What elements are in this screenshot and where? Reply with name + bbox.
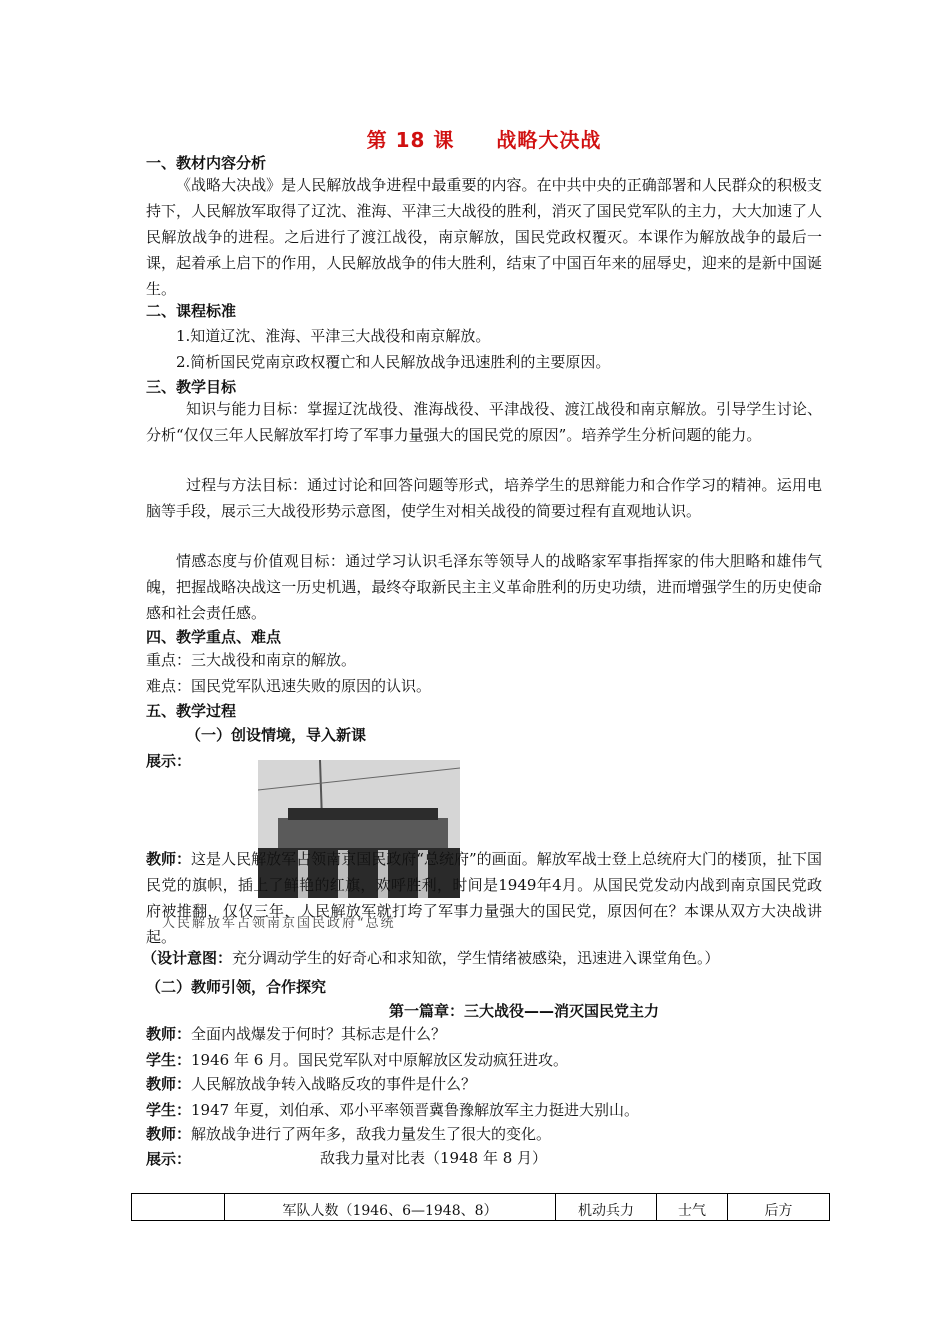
- difficult-point: 难点：国民党军队迅速失败的原因的认识。: [146, 677, 432, 695]
- table-header-cell: [132, 1194, 225, 1221]
- dialog-text: 人民解放战争转入战略反攻的事件是什么？: [191, 1075, 477, 1093]
- design-intent-text: 充分调动学生的好奇心和求知欲，学生情绪被感染，迅速进入课堂角色。）: [232, 949, 720, 967]
- section-heading-1: 一、教材内容分析: [146, 154, 267, 172]
- goal-knowledge: 知识与能力目标：掌握辽沈战役、淮海战役、平津战役、渡江战役和南京解放。引导学生讨论、分析“仅仅三年人民解放军打垮了军事力量强大的国民党的原因”。培养学生分析问题的能力。: [146, 400, 822, 444]
- photo-caption: 人民解放军占领南京国民政府“总统: [162, 916, 396, 931]
- section-heading-2: 二、课程标准: [146, 302, 237, 320]
- table-header-cell: 军队人数（1946、6—1948、8）: [225, 1194, 556, 1221]
- table-header-cell: 机动兵力: [556, 1194, 657, 1221]
- force-comparison-table: [131, 1193, 830, 1221]
- speaker-label: 学生：: [146, 1051, 192, 1069]
- dialog-line: [146, 1072, 826, 1096]
- dialog-line: [146, 1048, 826, 1072]
- key-point: 重点：三大战役和南京的解放。: [146, 651, 357, 669]
- subsection-1: （一）创设情境，导入新课: [186, 726, 367, 744]
- standard-item-2: 2.简析国民党南京政权覆亡和人民解放战争迅速胜利的主要原因。: [176, 353, 611, 371]
- teacher-label: 教师：: [146, 850, 192, 868]
- dialog-text: 1947 年夏，刘伯承、邓小平率领晋冀鲁豫解放军主力挺进大别山。: [191, 1101, 639, 1119]
- goal-process: 过程与方法目标：通过讨论和回答问题等形式，培养学生的思辩能力和合作学习的精神。运用电脑等手段，展示三大战役形势示意图，使学生对相关战役的简要过程有直观地认识。: [146, 476, 822, 520]
- speaker-label: 教师：: [146, 1125, 192, 1143]
- design-intent: [142, 946, 822, 970]
- dialog-line: [146, 1022, 826, 1046]
- dialog-line: [146, 1098, 826, 1122]
- show-label-1: 展示：: [146, 752, 192, 770]
- show-label-2: 展示：: [146, 1150, 192, 1168]
- dialog-text: 全面内战爆发于何时？其标志是什么？: [191, 1025, 447, 1043]
- speaker-label: 教师：: [146, 1025, 192, 1043]
- dialog-text: 1946 年 6 月。国民党军队对中原解放区发动疯狂进攻。: [191, 1051, 569, 1069]
- dialog-text: 解放战争进行了两年多，敌我力量发生了很大的变化。: [191, 1125, 552, 1143]
- table-title: 敌我力量对比表（1948 年 8 月）: [320, 1149, 548, 1167]
- speaker-label: 学生：: [146, 1101, 192, 1119]
- teacher-intro-text: 这是人民解放军占领南京国民政府“总统府”的画面。解放军战士登上总统府大门的楼顶，扯下国民党的旗帜，插上了鲜艳的红旗，欢呼胜利，时间是1949年4月。从国民党发动内战到南京国民党政府被推翻，仅仅三年，人民解放军就打垮了军事力量强大的国民党，原因何在？本课从双方大决战讲起。: [146, 850, 822, 946]
- section-1-paragraph: 《战略大决战》是人民解放战争进程中最重要的内容。在中共中央的正确部署和人民群众的积极支持下，人民解放军取得了辽沈、淮海、平津三大战役的胜利，消灭了国民党军队的主力，大大加速了人民解放战争的进程。之后进行了渡江战役，南京解放，国民党政权覆灭。本课作为解放战争的最后一课，起着承上启下的作用，人民解放战争的伟大胜利，结束了中国百年来的屈辱史，迎来的是新中国诞生。: [146, 176, 822, 298]
- subsection-2: （二）教师引领，合作探究: [146, 978, 327, 996]
- standard-item-1: 1.知道辽沈、淮海、平津三大战役和南京解放。: [176, 327, 491, 345]
- section-heading-5: 五、教学过程: [146, 702, 237, 720]
- section-heading-3: 三、教学目标: [146, 378, 237, 396]
- table-header-cell: 士气: [657, 1194, 728, 1221]
- speaker-label: 教师：: [146, 1075, 192, 1093]
- section-heading-4: 四、教学重点、难点: [146, 628, 282, 646]
- goal-emotion: 情感态度与价值观目标：通过学习认识毛泽东等领导人的战略家军事指挥家的伟大胆略和雄伟气魄，把握战略决战这一历史机遇，最终夺取新民主主义革命胜利的历史功绩，进而增强学生的历史使命感和社会责任感。: [146, 552, 822, 622]
- table-header-cell: 后方: [728, 1194, 830, 1221]
- lesson-title: 第 18 课 战略大决战: [366, 128, 602, 152]
- table-header-row: [132, 1194, 830, 1221]
- dialog-line: [146, 1122, 826, 1146]
- chapter-title: 第一篇章：三大战役——消灭国民党主力: [388, 1002, 659, 1020]
- design-intent-label: （设计意图：: [142, 949, 233, 967]
